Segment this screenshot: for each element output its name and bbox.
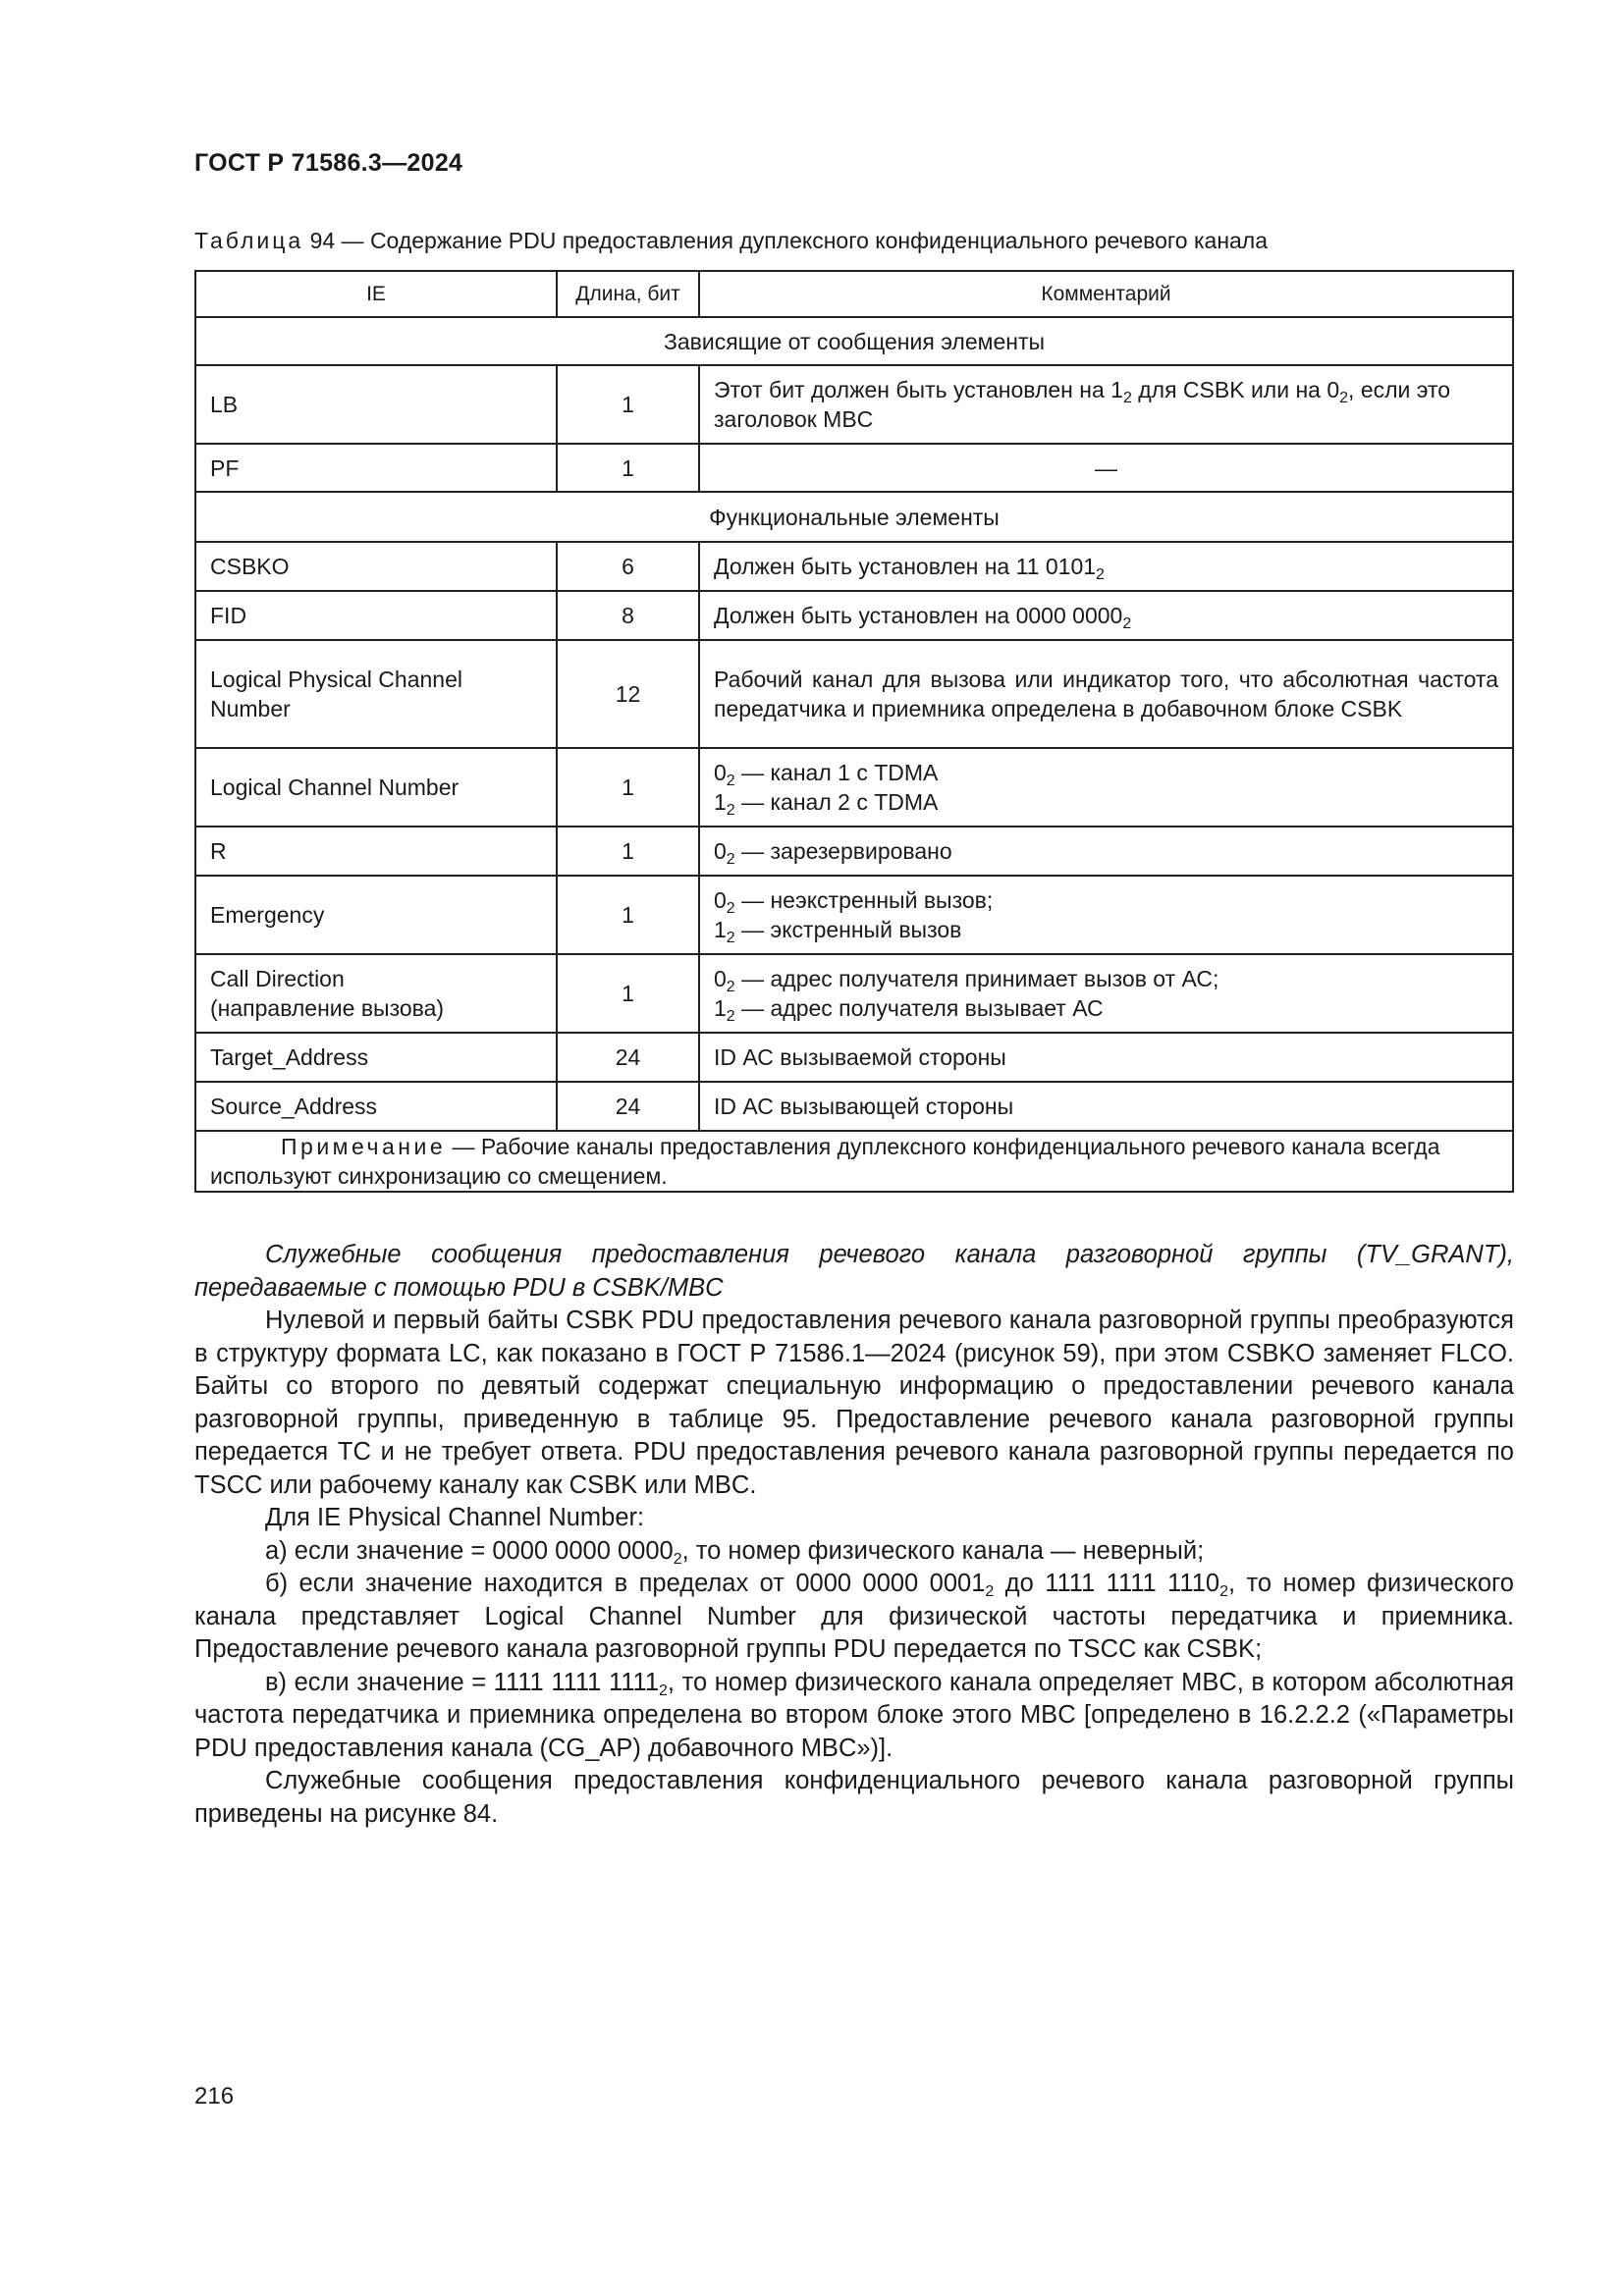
ie-cell: Logical Physical Channel Number [195,640,557,748]
table-row-source-address [195,1082,1513,1131]
length-cell: 1 [557,827,699,876]
comment-cell: ID АС вызывающей стороны [699,1082,1513,1131]
text: , то номер физического канала определяет MBC, в котором абсолютная частота передатчика и приемника определена во втором блоке этого MBC [определено в 16.2.2.2 («Параметры PDU предоставления канала (CG_AP) добавочного MBC»)]. [194,1668,1515,1762]
comment-cell [699,827,1513,876]
ie-text: Call Direction [210,966,345,991]
subscript: 2 [673,1550,682,1568]
comment-text: — зарезервировано [734,838,952,864]
subscript: 2 [726,773,735,789]
length-cell: 1 [557,365,699,444]
page-number: 216 [194,2083,235,2109]
comment-text: Должен быть установлен на 0000 0000 [714,603,1123,628]
comment-cell [699,542,1513,591]
ie-cell: Logical Channel Number [195,748,557,827]
paragraph: Служебные сообщения предоставления конфиденциального речевого канала разговорной группы приведены на рисунке 84. [194,1767,1514,1828]
document-header: ГОСТ Р 71586.3—2024 [194,149,463,177]
comment-text: 0 [714,760,727,785]
length-cell: 8 [557,591,699,640]
table-caption [194,228,1268,254]
comment-text: — адрес получателя вызывает АС [734,995,1104,1021]
ie-cell: PF [195,444,557,492]
ie-cell: R [195,827,557,876]
table-note [195,1131,1513,1192]
comment-cell: ID АС вызываемой стороны [699,1033,1513,1082]
length-cell: 1 [557,954,699,1033]
body-text [194,1239,1514,1831]
comment-text: 1 [714,995,727,1021]
table-row-logical-physical-channel-number [195,640,1513,748]
table-section-row [195,317,1513,365]
table-row-call-direction [195,954,1513,1033]
ie-text: (направление вызова) [210,995,445,1021]
comment-text: 0 [714,966,727,991]
comment-cell [699,876,1513,954]
text: в) если значение = 1111 1111 1111 [265,1668,659,1696]
table-caption-text: 94 — Содержание PDU предоставления дуплексного конфиденциального речевого канала [303,228,1269,253]
list-item [194,1667,1514,1766]
subscript: 2 [726,979,735,995]
comment-text: для CSBK или на 0 [1131,377,1340,402]
length-cell: 12 [557,640,699,748]
subscript: 2 [726,930,735,946]
comment-cell [699,748,1513,827]
subscript: 2 [1339,390,1349,406]
paragraph: Для IE Physical Channel Number: [265,1504,645,1531]
subscript: 2 [726,1008,735,1025]
subscript: 2 [1096,566,1105,583]
subscript: 2 [726,851,735,868]
text: б) если значение находится в пределах от 0000 0000 0001 [265,1570,986,1597]
ie-cell: LB [195,365,557,444]
column-header-length: Длина, бит [557,271,699,317]
table-header-row [195,271,1513,317]
column-header-comment: Комментарий [699,271,1513,317]
comment-text: 0 [714,838,727,864]
pdu-content-table [194,270,1514,1193]
subscript: 2 [659,1682,668,1699]
table-row-lb [195,365,1513,444]
comment-cell: — [699,444,1513,492]
comment-text: 0 [714,887,727,913]
subscript: 2 [726,900,735,917]
text: , то номер физического канала представляет Logical Channel Number для физической частоты передатчика и приемника. Предоставление речевого канала разговорной группы PDU передается по TSCC как CSBK; [194,1570,1514,1663]
subheading-paragraph: Служебные сообщения предоставления речевого канала разговорной группы (TV_GRANT), передаваемые с помощью PDU в CSBK/MBC [194,1241,1514,1302]
table-row-emergency [195,876,1513,954]
comment-text: Должен быть установлен на 11 0101 [714,554,1097,579]
ie-cell: Emergency [195,876,557,954]
table-row-logical-channel-number [195,748,1513,827]
note-label: Примечание [281,1134,447,1159]
column-header-ie: IE [195,271,557,317]
text: а) если значение = 0000 0000 0000 [265,1536,674,1565]
table-note-row [195,1131,1513,1192]
subscript: 2 [1122,390,1132,406]
length-cell: 1 [557,444,699,492]
comment-text: — канал 2 с TDMA [734,789,939,815]
ie-cell: Target_Address [195,1033,557,1082]
subscript: 2 [985,1583,995,1600]
table-row-target-address [195,1033,1513,1082]
note-text: — Рабочие каналы предоставления дуплексного конфиденциального речевого канала всегда используют синхронизацию со смещением. [210,1134,1440,1189]
length-cell: 24 [557,1082,699,1131]
comment-text: 1 [714,917,727,942]
comment-cell: Рабочий канал для вызова или индикатор того, что абсолютная частота передатчика и приемника определена в добавочном блоке CSBK [699,640,1513,748]
section-title-functional-elements: Функциональные элементы [195,492,1513,542]
comment-text: Этот бит должен быть установлен на 1 [714,377,1123,402]
length-cell: 1 [557,748,699,827]
table-row-csbko [195,542,1513,591]
comment-cell [699,954,1513,1033]
comment-text: — экстренный вызов [734,917,962,942]
ie-cell [195,954,557,1033]
length-cell: 24 [557,1033,699,1082]
comment-cell [699,365,1513,444]
comment-text: — канал 1 с TDMA [734,760,939,785]
comment-text: — неэкстренный вызов; [734,887,994,913]
ie-cell: FID [195,591,557,640]
subscript: 2 [1219,1583,1228,1600]
list-item [194,1535,1514,1569]
table-section-row [195,492,1513,542]
subscript: 2 [1122,615,1132,632]
length-cell: 1 [557,876,699,954]
list-item [194,1568,1514,1667]
paragraph: Нулевой и первый байты CSBK PDU предоставления речевого канала разговорной группы преобразуются в структуру формата LC, как показано в ГОСТ Р 71586.1—2024 (рисунок 59), при этом CSBKO заменяет FLCO. Байты со второго по девятый содержат специальную информацию о предоставлении речевого канала разговорной группы, приведенную в таблице 95. Предоставление речевого канала разговорной группы передается ТС и не требует ответа. PDU предоставления речевого канала разговорной группы передается по TSCC или рабочему каналу как CSBK или MBC. [194,1307,1514,1499]
length-cell: 6 [557,542,699,591]
ie-cell: CSBKO [195,542,557,591]
table-row-fid [195,591,1513,640]
text: до 1111 1111 1110 [994,1570,1220,1597]
comment-text: 1 [714,789,727,815]
subscript: 2 [726,802,735,819]
comment-cell [699,591,1513,640]
table-row-pf [195,444,1513,492]
ie-cell: Source_Address [195,1082,557,1131]
comment-text: — адрес получателя принимает вызов от АС; [734,966,1219,991]
text: , то номер физического канала — неверный; [681,1536,1205,1565]
comment-text: , если это заголовок MBC [714,377,1451,432]
section-title-message-elements: Зависящие от сообщения элементы [195,317,1513,365]
table-row-r [195,827,1513,876]
table-caption-label: Таблица [194,228,304,253]
